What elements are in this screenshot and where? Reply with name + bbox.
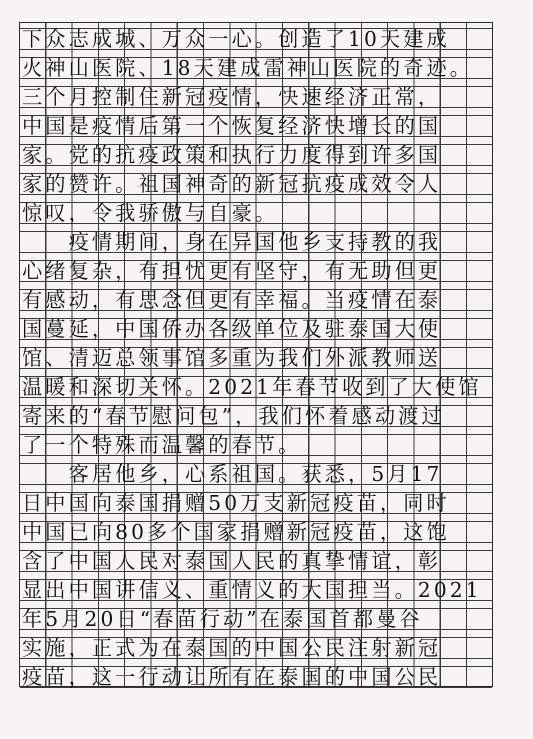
essay-line: 温暖和深切关怀。2021年春节收到了大使馆 [22,375,482,399]
essay-line: 惊叹，令我骄傲与自豪。 [22,201,279,225]
essay-line: 疫苗，这一行动让所有在泰国的中国公民 [22,665,442,689]
essay-line: 中国已向80多个国家捐赠新冠疫苗，这饱 [22,520,450,544]
essay-line: 客居他乡，心系祖国。获悉，5月17 [22,462,443,486]
essay-line: 寄来的“春节慰问包”，我们怀着感动渡过 [22,404,445,428]
essay-line: 日中国向泰国捐赠50万支新冠疫苗，同时 [22,491,450,515]
essay-line: 火神山医院、18天建成雷神山医院的奇迹。 [22,56,474,80]
essay-line: 疫情期间，身在异国他乡支持教的我 [22,230,442,254]
essay-line: 家。党的抗疫政策和执行力度得到许多国 [22,143,442,167]
essay-line: 三个月控制住新冠疫情，快速经济正常， [22,85,442,109]
essay-line: 年5月20日“春苗行动”在泰国首都曼谷 [22,607,423,631]
essay-line: 实施，正式为在泰国的中国公民注射新冠 [22,636,442,660]
essay-line: 有感动，有思念但更有幸福。当疫情在泰 [22,288,442,312]
essay-line: 馆、清迈总领事馆多重为我们外派教师送 [22,346,442,370]
manuscript-grid [19,22,493,687]
essay-line: 中国是疫情后第一个恢复经济快增长的国 [22,114,442,138]
essay-text [20,23,492,689]
essay-line: 下众志成城、万众一心。创造了10天建成 [22,27,450,51]
essay-line: 国蔓延，中国侨办各级单位及驻泰国大使 [22,317,442,341]
essay-line: 家的赞许。祖国神奇的新冠抗疫成效令人 [22,172,442,196]
essay-line: 含了中国人民对泰国人民的真挚情谊，彰 [22,549,442,573]
essay-line: 心绪复杂，有担忧更有坚守，有无助但更 [22,259,442,283]
essay-line: 显出中国讲信义、重情义的大国担当。2021 [22,578,482,602]
page-bottom-margin [0,703,533,739]
essay-line: 了一个特殊而温馨的春节。 [22,433,302,457]
